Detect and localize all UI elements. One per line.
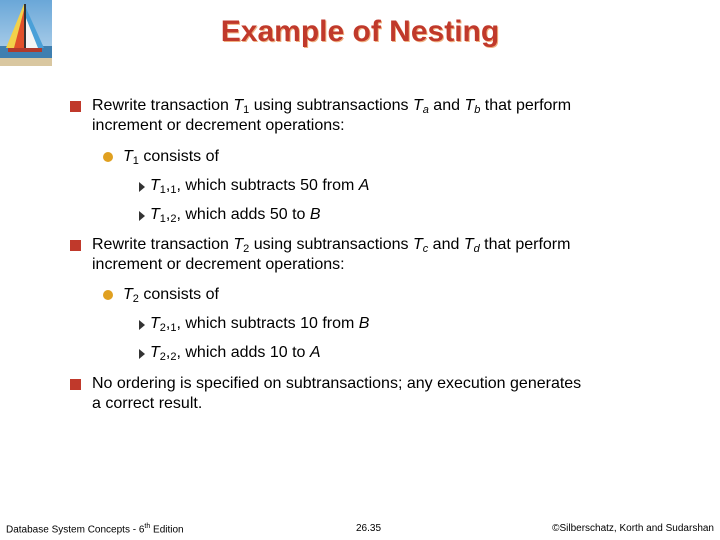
triangle-bullet (139, 349, 145, 359)
square-bullet (70, 240, 81, 251)
triangle-bullet (139, 320, 145, 330)
bullet-1-text: Rewrite transaction $T_1$ using subtransactions $T_a$ and $T_b$ that perform increment or decrement operations: (92, 97, 572, 134)
sub-sub-bullet-2b: $T_2,_2$, which adds 10 to A (150, 344, 321, 363)
circle-bullet (103, 152, 113, 162)
sub-sub-bullet-1b: $T_1,_2$, which adds 50 to B (150, 206, 321, 225)
triangle-bullet (139, 211, 145, 221)
square-bullet (70, 379, 81, 390)
footer-copyright: ©Silberschatz, Korth and Sudarshan (552, 523, 714, 534)
sub-sub-bullet-1a: $T_1,_1$, which subtracts 50 from A (150, 177, 370, 196)
square-bullet (70, 101, 81, 112)
circle-bullet (103, 290, 113, 300)
footer-page-number: 26.35 (356, 523, 382, 534)
triangle-bullet (139, 182, 145, 192)
footer-book-title: Database System Concepts - 6th Edition (6, 523, 184, 536)
sub-bullet-2: $T_2$ consists of (123, 286, 219, 305)
sub-bullet-1: $T_1$ consists of (123, 148, 219, 167)
bullet-2-text: Rewrite transaction $T_2$ using subtransactions $T_c$ and $T_d$ that perform increment or decrement operations: (92, 236, 571, 273)
bullet-3-text: No ordering is specified on subtransactions; any execution generates a correct result. (92, 375, 582, 412)
sub-sub-bullet-2a: $T_2,_1$, which subtracts 10 from B (150, 315, 370, 334)
slide-title: Example of Nesting (220, 15, 500, 48)
